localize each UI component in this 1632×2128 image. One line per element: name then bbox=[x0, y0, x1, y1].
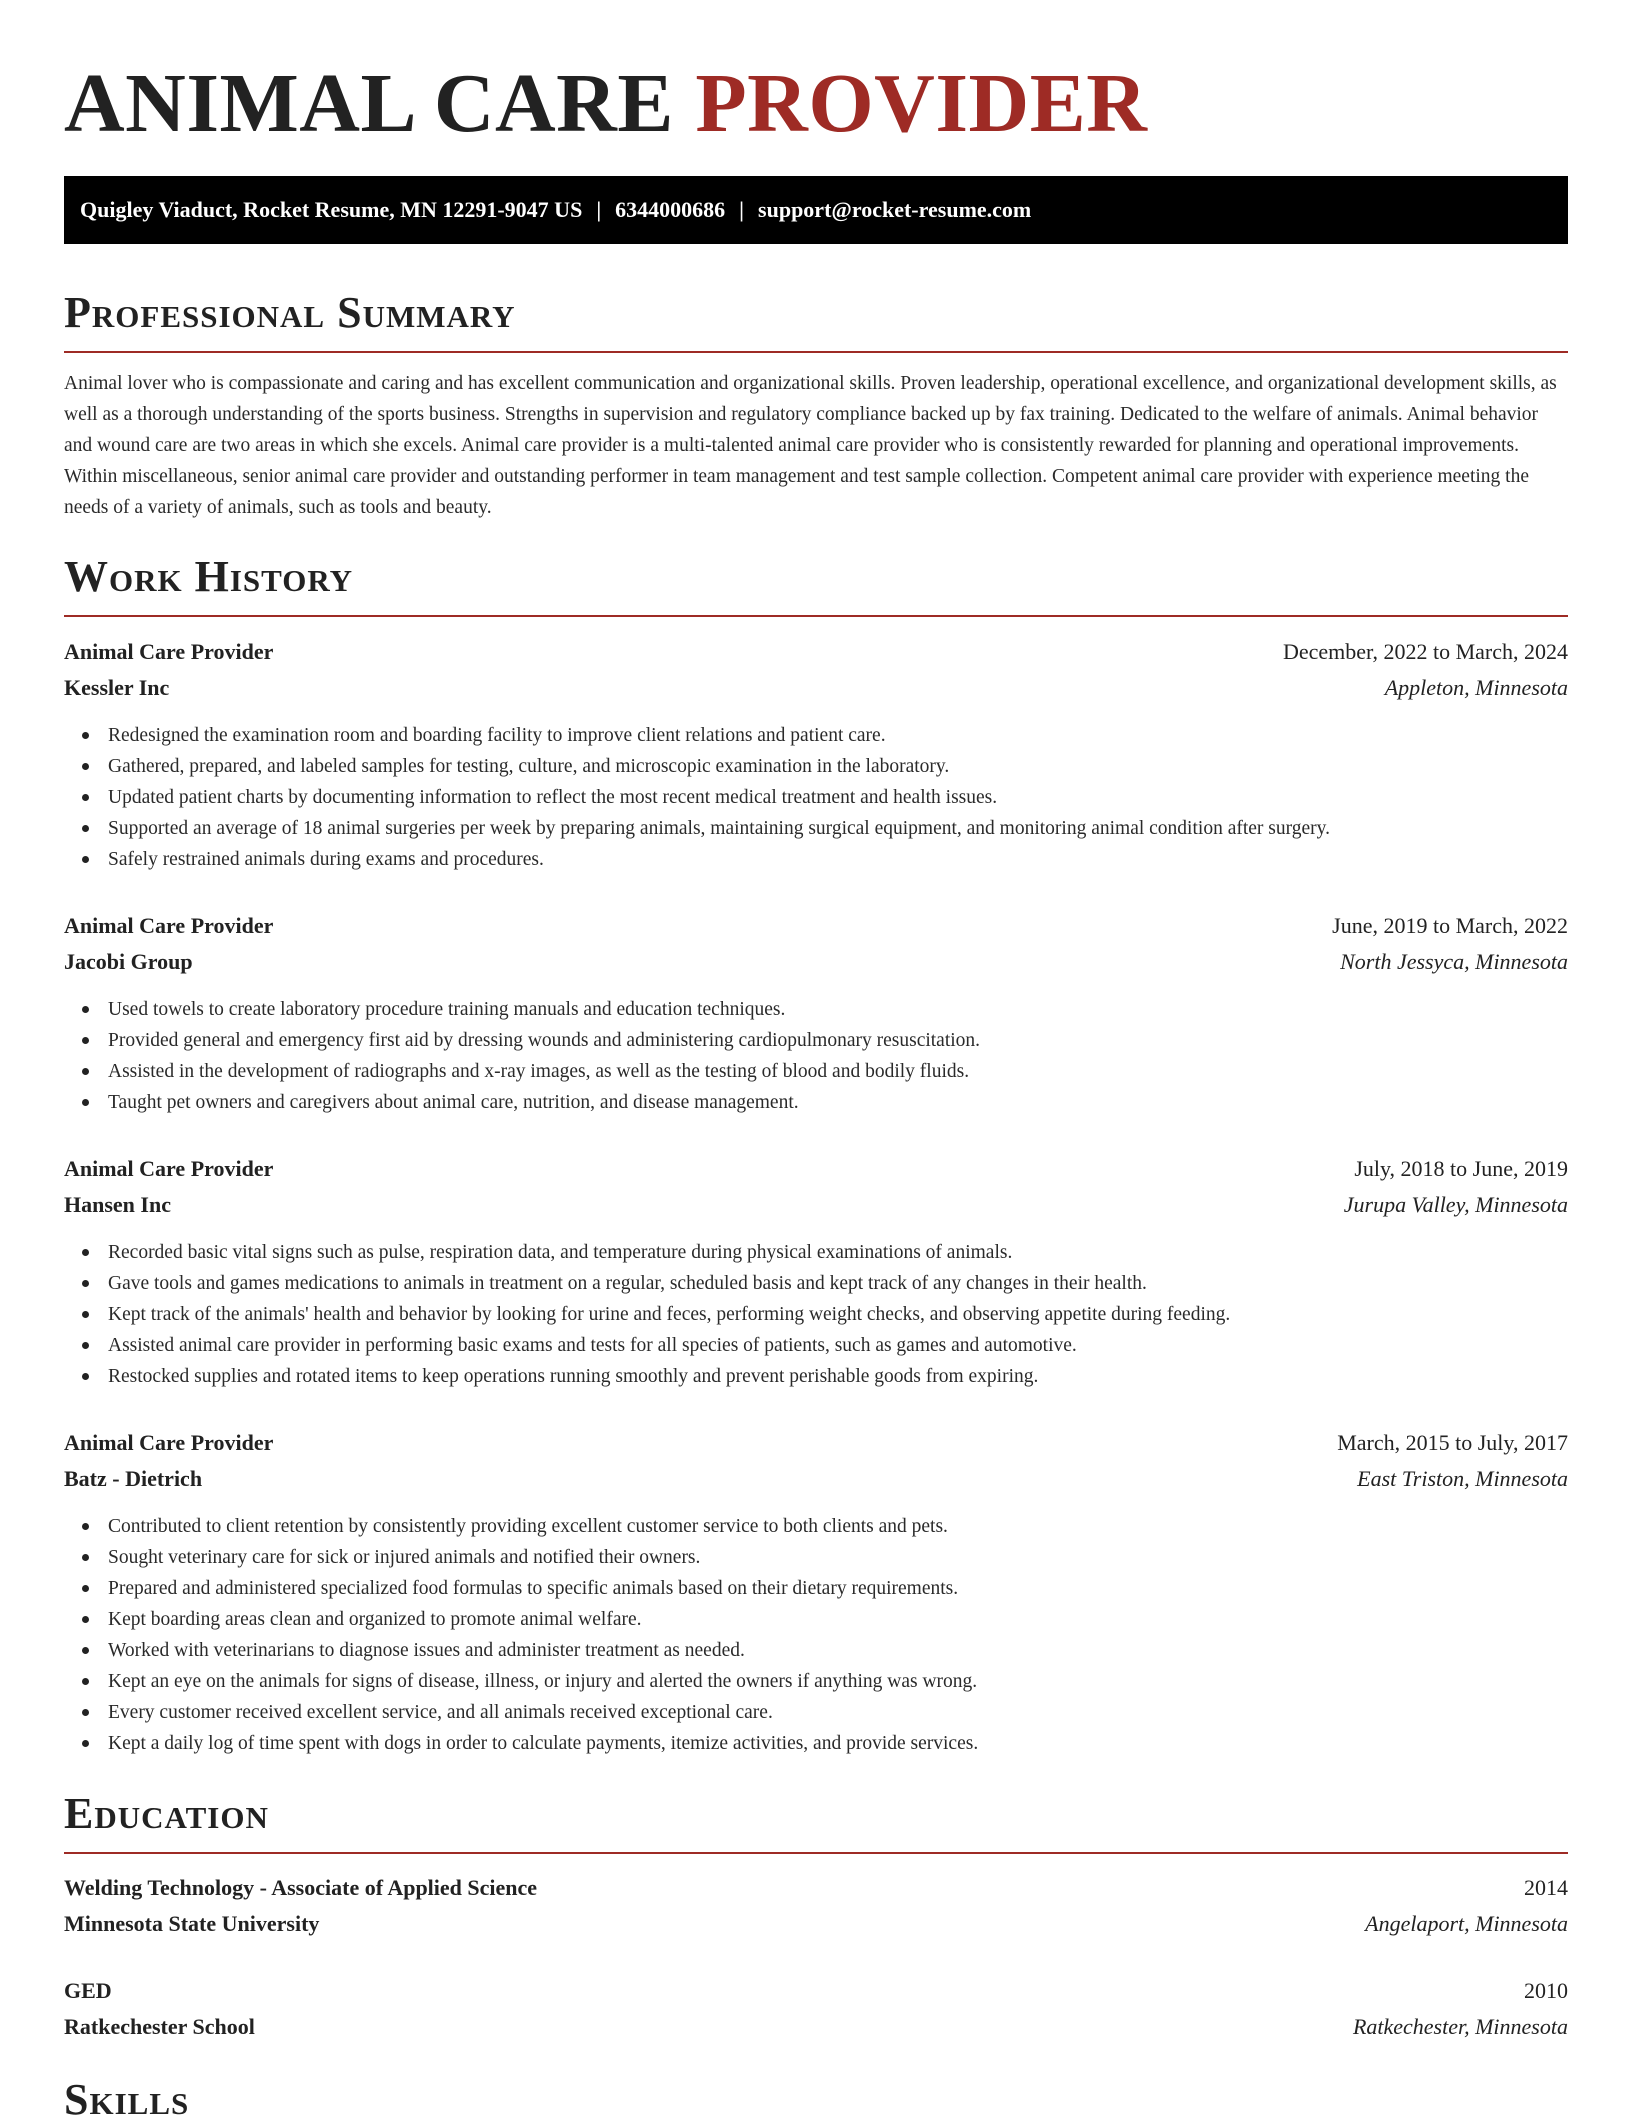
section-title-skills: Skills bbox=[64, 2075, 190, 2124]
summary-text: Animal lover who is compassionate and caring and has excellent communication and organizational skills. Proven leadership, operational excellence, and organizational development skills, as well as a thorough understanding of the sports business. Strengths in supervision and regulatory compliance backed up by fax training. Dedicated to the welfare of animals. Animal behavior and wound care are two areas in which she excels. Animal care provider is a multi-talented animal care provider who is consistently rewarded for planning and operational improvements. Within miscellaneous, senior animal care provider and outstanding performer in team management and test sample collection. Competent animal care provider with experience meeting the needs of a variety of animals, such as tools and beauty. bbox=[64, 373, 1557, 518]
job-role: Animal Care Provider bbox=[64, 913, 274, 938]
job-role: Animal Care Provider bbox=[64, 1430, 274, 1455]
contact-separator: | bbox=[739, 197, 745, 222]
contact-bar bbox=[64, 176, 1568, 244]
job-dates: December, 2022 to March, 2024 bbox=[1282, 639, 1568, 664]
section-title-summary: Professional Summary bbox=[64, 288, 516, 337]
name-accent: PROVIDER bbox=[695, 57, 1148, 150]
job-bullet: Updated patient charts by documenting information to reflect the most recent medical treatment and health issues. bbox=[64, 782, 1568, 813]
job-entry bbox=[64, 1151, 1568, 1392]
contact-address: Quigley Viaduct, Rocket Resume, MN 12291-9047 US bbox=[80, 197, 583, 222]
job-bullet: Restocked supplies and rotated items to keep operations running smoothly and prevent perishable goods from expiring. bbox=[64, 1361, 1568, 1392]
job-dates: July, 2018 to June, 2019 bbox=[1354, 1156, 1568, 1181]
job-bullet: Gave tools and games medications to animals in treatment on a regular, scheduled basis and kept track of any changes in their health. bbox=[64, 1268, 1568, 1299]
job-location: North Jessyca, Minnesota bbox=[1340, 949, 1568, 974]
job-company: Batz - Dietrich bbox=[64, 1466, 203, 1491]
contact-separator: | bbox=[596, 197, 602, 222]
job-bullet: Redesigned the examination room and boarding facility to improve client relations and patient care. bbox=[64, 720, 1568, 751]
education-location: Angelaport, Minnesota bbox=[1365, 1911, 1568, 1936]
job-bullet: Gathered, prepared, and labeled samples for testing, culture, and microscopic examination in the laboratory. bbox=[64, 751, 1568, 782]
job-bullet: Kept boarding areas clean and organized to promote animal welfare. bbox=[64, 1604, 1568, 1635]
job-dates: June, 2019 to March, 2022 bbox=[1332, 913, 1568, 938]
education-degree: GED bbox=[64, 1978, 112, 2003]
section-divider bbox=[64, 615, 1568, 617]
job-bullet: Prepared and administered specialized food formulas to specific animals based on their dietary requirements. bbox=[64, 1573, 1568, 1604]
job-bullets bbox=[64, 720, 1568, 875]
education-school: Minnesota State University bbox=[64, 1911, 320, 1936]
job-role: Animal Care Provider bbox=[64, 1156, 274, 1181]
name-dark: ANIMAL CARE bbox=[64, 57, 674, 150]
job-company: Hansen Inc bbox=[64, 1192, 171, 1217]
job-bullet: Contributed to client retention by consistently providing excellent customer service to both clients and pets. bbox=[64, 1511, 1568, 1542]
job-bullet: Supported an average of 18 animal surgeries per week by preparing animals, maintaining surgical equipment, and monitoring animal condition after surgery. bbox=[64, 813, 1568, 844]
education-year: 2014 bbox=[1524, 1875, 1568, 1900]
contact-email: support@rocket-resume.com bbox=[758, 197, 1032, 222]
job-bullet: Safely restrained animals during exams and procedures. bbox=[64, 844, 1568, 875]
job-bullet: Taught pet owners and caregivers about animal care, nutrition, and disease management. bbox=[64, 1087, 1568, 1118]
job-bullet: Kept an eye on the animals for signs of disease, illness, or injury and alerted the owners if anything was wrong. bbox=[64, 1666, 1568, 1697]
job-company: Jacobi Group bbox=[64, 949, 193, 974]
job-entry bbox=[64, 634, 1568, 875]
education-entry bbox=[64, 1870, 1568, 1942]
section-divider bbox=[64, 1852, 1568, 1854]
job-location: Jurupa Valley, Minnesota bbox=[1343, 1192, 1568, 1217]
job-bullet: Worked with veterinarians to diagnose issues and administer treatment as needed. bbox=[64, 1635, 1568, 1666]
education-entry bbox=[64, 1973, 1568, 2045]
job-entry bbox=[64, 1425, 1568, 1759]
job-bullet: Used towels to create laboratory procedure training manuals and education techniques. bbox=[64, 994, 1568, 1025]
contact-phone: 6344000686 bbox=[615, 197, 726, 222]
job-location: East Triston, Minnesota bbox=[1357, 1466, 1568, 1491]
job-location: Appleton, Minnesota bbox=[1384, 675, 1568, 700]
job-bullet: Kept a daily log of time spent with dogs in order to calculate payments, itemize activities, and provide services. bbox=[64, 1728, 1568, 1759]
section-divider bbox=[64, 351, 1568, 353]
job-bullets bbox=[64, 1237, 1568, 1392]
job-bullet: Recorded basic vital signs such as pulse, respiration data, and temperature during physical examinations of animals. bbox=[64, 1237, 1568, 1268]
job-company: Kessler Inc bbox=[64, 675, 170, 700]
section-title-work-history: Work History bbox=[64, 552, 354, 601]
job-bullet: Sought veterinary care for sick or injured animals and notified their owners. bbox=[64, 1542, 1568, 1573]
education-location: Ratkechester, Minnesota bbox=[1352, 2014, 1568, 2039]
job-bullet: Assisted animal care provider in performing basic exams and tests for all species of patients, such as games and automotive. bbox=[64, 1330, 1568, 1361]
job-role: Animal Care Provider bbox=[64, 639, 274, 664]
job-bullet: Provided general and emergency first aid by dressing wounds and administering cardiopulmonary resuscitation. bbox=[64, 1025, 1568, 1056]
job-dates: March, 2015 to July, 2017 bbox=[1337, 1430, 1568, 1455]
job-entry bbox=[64, 908, 1568, 1118]
education-degree: Welding Technology - Associate of Applied Science bbox=[64, 1875, 538, 1900]
resume-name bbox=[64, 56, 1147, 152]
section-title-education: Education bbox=[64, 1789, 269, 1838]
job-bullet: Assisted in the development of radiographs and x-ray images, as well as the testing of blood and bodily fluids. bbox=[64, 1056, 1568, 1087]
education-school: Ratkechester School bbox=[64, 2014, 255, 2039]
job-bullet: Every customer received excellent service, and all animals received exceptional care. bbox=[64, 1697, 1568, 1728]
job-bullets bbox=[64, 1511, 1568, 1759]
job-bullets bbox=[64, 994, 1568, 1118]
job-bullet: Kept track of the animals' health and behavior by looking for urine and feces, performing weight checks, and observing appetite during feeding. bbox=[64, 1299, 1568, 1330]
education-year: 2010 bbox=[1524, 1978, 1568, 2003]
